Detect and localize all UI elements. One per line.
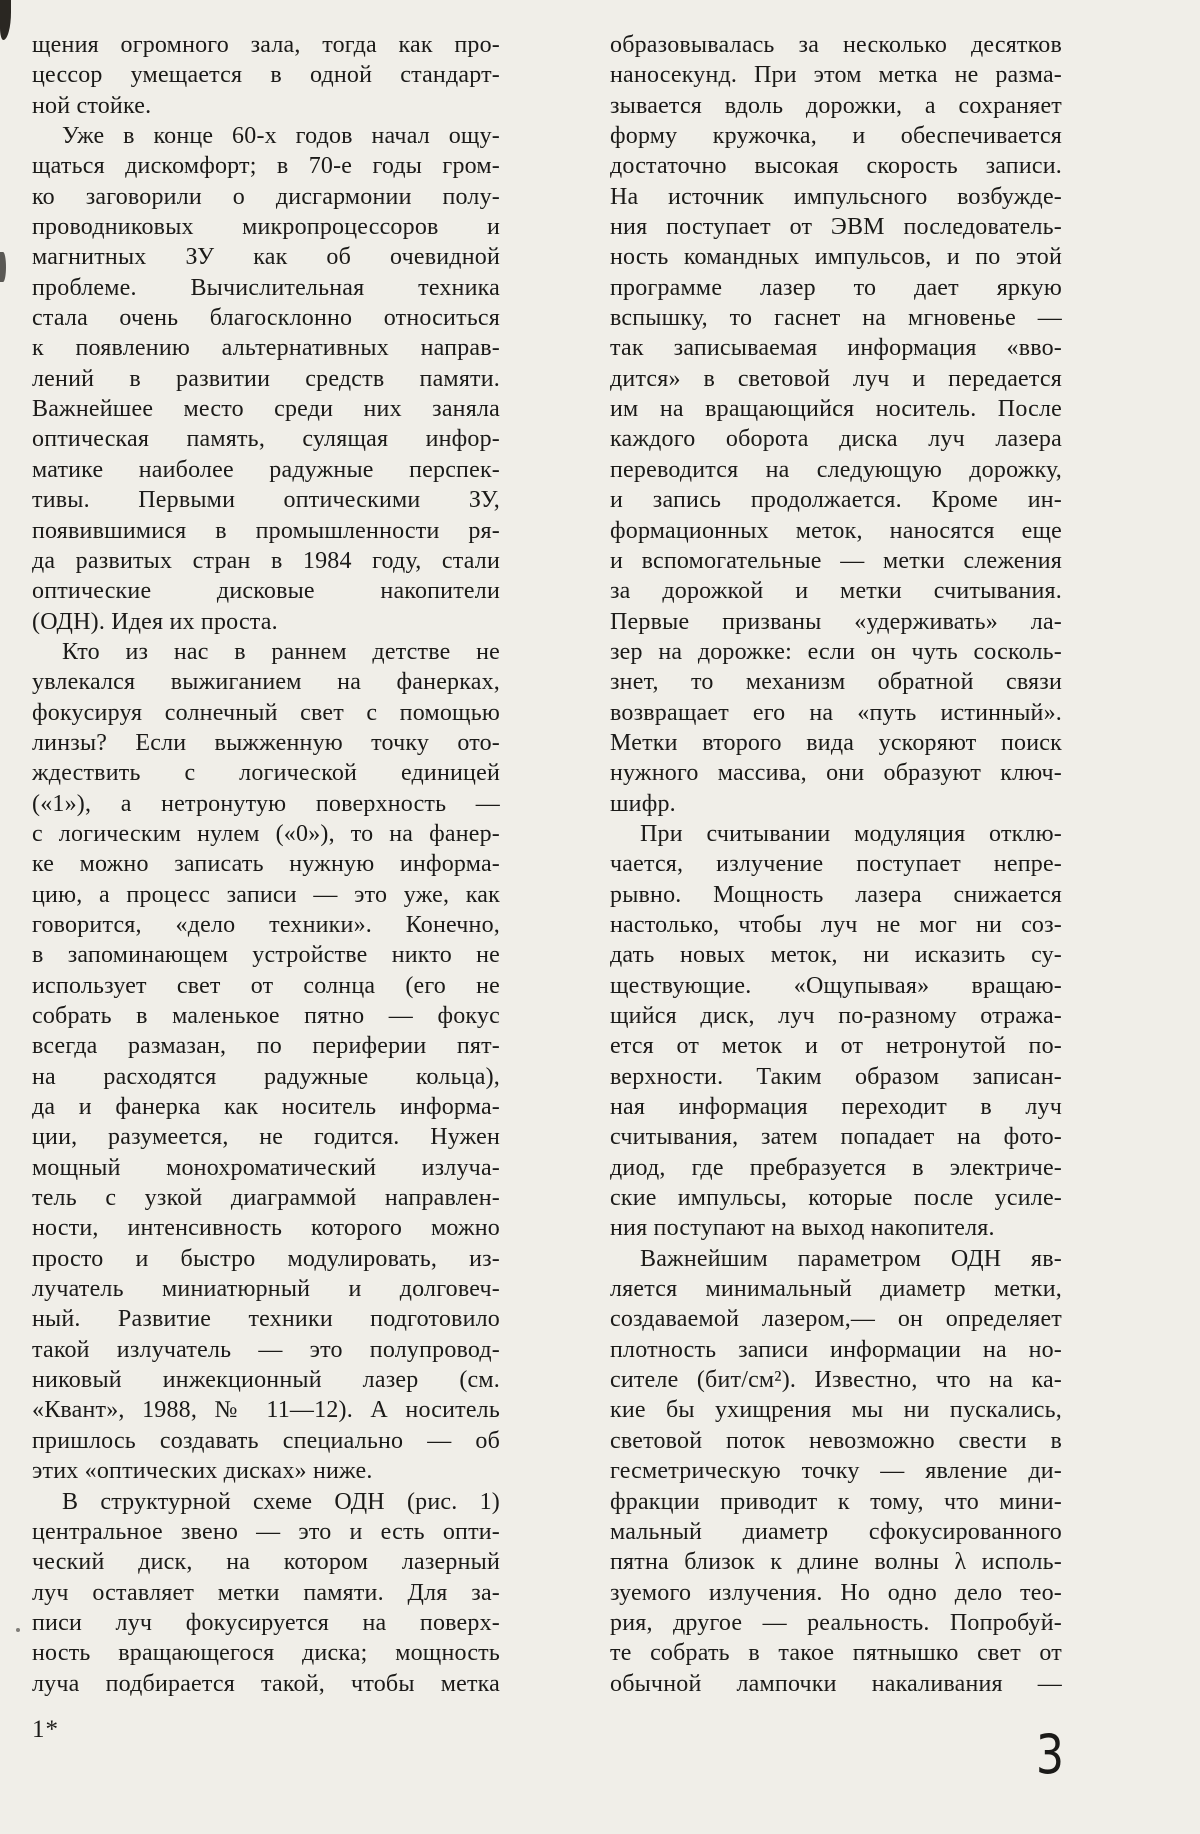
text-line: чается, излучение поступает непре-: [610, 851, 1062, 878]
text-line: (ОДН). Идея их проста.: [32, 608, 278, 635]
column-left: [32, 30, 500, 1699]
text-line: пришлось создавать специально — об: [32, 1427, 500, 1454]
text-line: мальный диаметр сфокусированного: [610, 1518, 1062, 1545]
text-line: дится» в световой луч и передается: [610, 365, 1062, 392]
text-line: Важнейшее место среди них заняла: [32, 396, 500, 423]
text-line: щения огромного зала, тогда как про-: [32, 32, 500, 58]
text-line: ность вращающегося диска; мощность: [32, 1640, 500, 1667]
text-line: ческий диск, на котором лазерный: [32, 1549, 500, 1576]
text-line: центральное звено — это и есть опти-: [32, 1518, 500, 1545]
text-line: каждого оборота диска луч лазера: [610, 426, 1062, 453]
column-right: [610, 30, 1062, 1699]
text-line: линзы? Если выжженную точку ото-: [32, 729, 500, 756]
text-line: говорится, «дело техники». Конечно,: [32, 911, 500, 938]
text-line: ждествить с логической единицей: [32, 760, 500, 787]
scan-artifact: [0, 252, 6, 282]
text-line: за дорожкой и метки считывания.: [610, 578, 1062, 605]
footnote-mark: 1*: [32, 1716, 59, 1743]
text-line: тивы. Первыми оптическими ЗУ,: [32, 487, 500, 514]
text-line: луч оставляет метки памяти. Для за-: [32, 1579, 500, 1606]
scan-artifact: [16, 1628, 20, 1632]
text-line: фокусируя солнечный свет с помощью: [32, 699, 500, 726]
text-line: фракции приводит к тому, что мини-: [610, 1488, 1062, 1515]
text-line: матике наиболее радужные перспек-: [32, 456, 500, 483]
text-line: наносекунд. При этом метка не разма-: [610, 62, 1062, 89]
text-line: ществующие. «Ощупывая» вращаю-: [610, 972, 1062, 999]
scan-artifact: [0, 0, 11, 40]
text-line: зуемого излучения. Но одно дело тео-: [610, 1579, 1062, 1606]
text-line: («1»), а нетронутую поверхность —: [32, 790, 500, 817]
text-line: увлекался выжиганием на фанерках,: [32, 669, 500, 696]
text-line: ке можно записать нужную информа-: [32, 851, 500, 878]
text-line: стала очень благосклонно относиться: [32, 305, 500, 332]
text-line: магнитных ЗУ как об очевидной: [32, 244, 500, 271]
text-line: им на вращающийся носитель. После: [610, 396, 1062, 423]
text-line: форму кружочка, и обеспечивается: [610, 123, 1062, 150]
text-line: переводится на следующую дорожку,: [610, 456, 1062, 483]
text-line: ские импульсы, которые после усиле-: [610, 1185, 1062, 1212]
text-line: плотность записи информации на но-: [610, 1336, 1062, 1363]
text-line: верхности. Таким образом записан-: [610, 1063, 1062, 1090]
text-line: нужного массива, они образуют ключ-: [610, 760, 1062, 787]
text-line: В структурной схеме ОДН (рис. 1): [62, 1488, 500, 1515]
text-line: создаваемой лазером,— он определяет: [610, 1306, 1062, 1333]
text-line: использует свет от солнца (его не: [32, 972, 500, 999]
text-line: формационных меток, наносятся еще: [610, 517, 1062, 544]
text-line: Кто из нас в раннем детстве не: [62, 638, 500, 665]
text-line: те собрать в такое пятнышко свет от: [610, 1640, 1062, 1667]
text-line: диод, где пребразуется в электриче-: [610, 1154, 1062, 1181]
text-line: тель с узкой диаграммой направлен-: [32, 1185, 500, 1212]
text-line: достаточно высокая скорость записи.: [610, 153, 1062, 180]
text-line: обычной лампочки накаливания —: [610, 1670, 1062, 1697]
text-line: рывно. Мощность лазера снижается: [610, 881, 1062, 908]
text-line: и запись продолжается. Кроме ин-: [610, 487, 1062, 514]
text-line: считывания, затем попадает на фото-: [610, 1124, 1062, 1151]
text-line: «Квант», 1988, № 11—12). А носитель: [32, 1397, 500, 1424]
text-line: собрать в маленькое пятно — фокус: [32, 1003, 500, 1029]
text-line: просто и быстро модулировать, из-: [32, 1245, 500, 1272]
text-line: Метки второго вида ускоряют поиск: [610, 729, 1062, 756]
text-line: гесметрическую точку — явление ди-: [610, 1458, 1062, 1485]
text-line: да развитых стран в 1984 году, стали: [32, 547, 500, 574]
text-line: ния поступают на выход накопителя.: [610, 1215, 995, 1242]
text-line: программе лазер то дает яркую: [610, 274, 1062, 301]
text-line: световой поток невозможно свести в: [610, 1427, 1062, 1454]
text-line: щаться дискомфорт; в 70-е годы гром-: [32, 153, 500, 180]
text-line: ная информация переходит в луч: [610, 1094, 1062, 1121]
text-line: появившимися в промышленности ря-: [32, 517, 500, 544]
text-line: проблеме. Вычислительная техника: [32, 274, 500, 301]
text-line: зывается вдоль дорожки, а сохраняет: [610, 92, 1062, 119]
text-line: ется от меток и от нетронутой по-: [610, 1033, 1062, 1060]
text-line: Важнейшим параметром ОДН яв-: [640, 1245, 1062, 1272]
text-line: оптическая память, сулящая инфор-: [32, 426, 500, 453]
text-line: зер на дорожке: если он чуть сосколь-: [610, 638, 1062, 665]
text-line: ляется минимальный диаметр метки,: [610, 1276, 1062, 1303]
text-line: сителе (бит/см²). Известно, что на ка-: [610, 1367, 1062, 1394]
text-line: такой излучатель — это полупровод-: [32, 1336, 500, 1363]
text-line: лений в развитии средств памяти.: [32, 365, 500, 392]
text-line: возвращает его на «путь истинный».: [610, 699, 1062, 726]
text-line: проводниковых микропроцессоров и: [32, 214, 500, 241]
text-line: луча подбирается такой, чтобы метка: [32, 1670, 500, 1697]
text-line: кие бы ухищрения мы ни пускались,: [610, 1397, 1062, 1424]
text-line: мощный монохроматический излуча-: [32, 1154, 500, 1181]
text-line: дать новых меток, ни исказить су-: [610, 942, 1062, 969]
text-line: образовывалась за несколько десятков: [610, 32, 1062, 58]
text-line: с логическим нулем («0»), то на фанер-: [32, 820, 500, 847]
page-number: 3: [1035, 1723, 1064, 1786]
text-line: знет, то механизм обратной связи: [610, 669, 1062, 696]
text-line: шифр.: [610, 790, 676, 817]
text-line: оптические дисковые накопители: [32, 578, 500, 605]
text-line: лучатель миниатюрный и долговеч-: [32, 1276, 500, 1303]
text-line: При считывании модуляция отклю-: [640, 820, 1062, 847]
text-line: к появлению альтернативных направ-: [32, 335, 500, 362]
text-line: никовый инжекционный лазер (см.: [32, 1367, 500, 1394]
text-line: ния поступает от ЭВМ последователь-: [610, 214, 1062, 241]
text-line: цию, а процесс записи — это уже, как: [32, 881, 500, 908]
text-line: щийся диск, луч по-разному отража-: [610, 1003, 1062, 1029]
text-line: ко заговорили о дисгармонии полу-: [32, 183, 500, 210]
text-line: настолько, чтобы луч не мог ни соз-: [610, 911, 1062, 938]
text-line: пятна близок к длине волны λ исполь-: [610, 1549, 1062, 1576]
text-line: в запоминающем устройстве никто не: [32, 942, 500, 969]
text-line: писи луч фокусируется на поверх-: [32, 1609, 500, 1636]
text-line: ность командных импульсов, и по этой: [610, 244, 1062, 271]
text-line: ной стойке.: [32, 92, 152, 119]
text-line: цессор умещается в одной стандарт-: [32, 62, 500, 89]
text-line: и вспомогательные — метки слежения: [610, 547, 1062, 574]
text-line: этих «оптических дисках» ниже.: [32, 1458, 373, 1485]
text-line: ции, разумеется, не годится. Нужен: [32, 1124, 500, 1151]
text-line: на расходятся радужные кольца),: [32, 1063, 500, 1090]
text-line: рия, другое — реальность. Попробуй-: [610, 1609, 1062, 1636]
text-line: Уже в конце 60-х годов начал ощу-: [62, 123, 500, 150]
text-line: На источник импульсного возбужде-: [610, 183, 1062, 210]
text-line: так записываемая информация «вво-: [610, 335, 1062, 362]
text-line: всегда размазан, по периферии пят-: [32, 1033, 500, 1060]
text-line: да и фанерка как носитель информа-: [32, 1094, 500, 1121]
text-line: ный. Развитие техники подготовило: [32, 1306, 500, 1333]
text-line: Первые призваны «удерживать» ла-: [610, 608, 1062, 635]
text-line: ности, интенсивность которого можно: [32, 1215, 500, 1242]
text-line: вспышку, то гаснет на мгновенье —: [610, 305, 1062, 332]
